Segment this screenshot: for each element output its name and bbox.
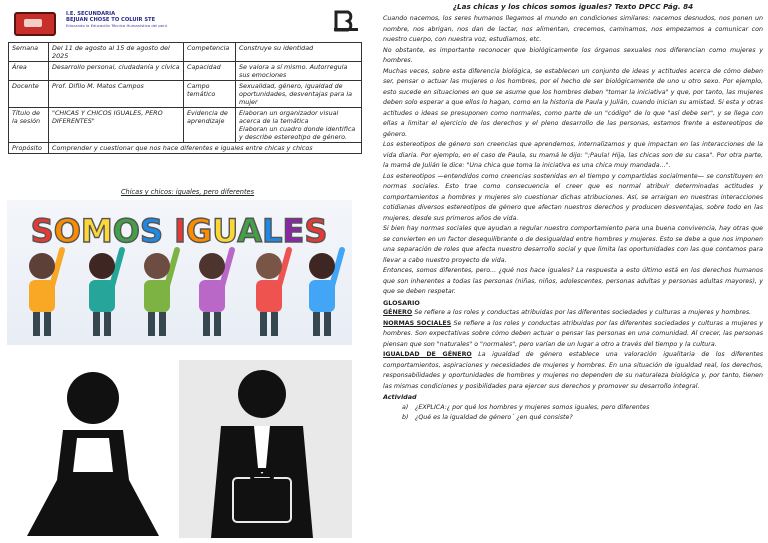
activity-list [383, 403, 763, 424]
titulo-label: Título de la sesión [9, 108, 49, 143]
paragraph: Los estereotipos de género son creencias que aprendemos, internalizamos y que impactan en las interacciones de la vida diaria. Por ejemplo, en el caso de Paula, su mamá le dijo: ";Paula! Hija, las chicas son de su casa". Por otra parte, la mamá de Julián le dice: "Una chica que toma la iniciativa es una chica muy mandada...". [383, 141, 763, 169]
paragraph: Los estereotipos —entendidos como creencias sostenidas en el tiempo y compartidas socialmente— se constituyen en normas sociales. Esto trae como consecuencia el creer que es normal atribuir determinadas actitudes y comportamientos a hombres y mujeres sin cuestionar dichas atribuciones. Así, se arraigan en nuestras interacciones cotidianas diversos estereotipos de género que afectan nuestros derechos y producen desventajas, sobre todo en las mujeres, desde sus primeros años de vida. [383, 172, 763, 222]
docente-label: Docente [9, 81, 49, 108]
competencia-label: Competencia [184, 43, 236, 62]
semana-label: Semana [9, 43, 49, 62]
capacidad-value: Se valora a sí mismo. Autorregula sus emociones [236, 62, 362, 81]
paragraph: No obstante, es importante reconocer que biológicamente los órganos sexuales nos diferencian como mujeres y hombres. [383, 46, 763, 64]
glossary-term: IGUALDAD DE GÉNERO [383, 351, 472, 358]
somos-iguales-text: SOMOS IGUALES [30, 212, 328, 250]
school-motto: Educando la Educación Técnica Humanística del perú [66, 23, 168, 28]
glossary-term: GÉNERO [383, 309, 413, 316]
glossary-definition: Se refiere a los roles y conductas atribuidas por las diferentes sociedades y culturas a mujeres y hombres. [412, 309, 752, 316]
right-column [383, 0, 763, 543]
glossary-entry [383, 319, 763, 351]
left-column [0, 0, 375, 543]
activity-heading: Actividad [383, 393, 417, 401]
list-item [402, 413, 763, 424]
glossary-definition: La igualdad de género establece una valoración igualitaria de los diferentes comportamientos, aspiraciones y necesidades de mujeres y hombres. En una situación de igualdad real, los derechos, responsabilidades y oportunidades de hombres y mujeres no dependen de su naturaleza biológica y, por tanto, tienen las mismas condiciones y posibilidades para ejercer sus derechos y promover su desarrollo integral. [383, 351, 763, 390]
lesson-plan-table [8, 42, 362, 154]
glossary-term: NORMAS SOCIALES [383, 319, 452, 327]
school-name [66, 11, 155, 23]
table-row [9, 108, 362, 143]
children-group [29, 250, 342, 336]
paragraph: Muchas veces, sobre esta diferencia biológica, se establecen un conjunto de ideas y actitudes acerca de cómo deben ser, pensar o actuar las mujeres o los hombres, por el hecho de ser biológicamente de uno u otro sexo. Por ejemplo, esto sucede en situaciones en que se asume que los hombres deben "tomar la iniciativa" y que, por tanto, las mujeres deben solo esperar a que ellos lo hagan, como en la historia de Paula y Julián, cuando inician su amistad. Si esta y otras actitudes o ideas se presuponen como normales, como parte de un "código" de lo que "así debe ser", y se llega con ellas a limitar el ejercicio de los derechos y el pleno desarrollo de las personas, estamos frente a estereotipos de género. [383, 67, 763, 138]
table-row [9, 143, 362, 154]
campo-label: Campo temático [184, 81, 236, 108]
table-row [9, 62, 362, 81]
capacidad-label: Capacidad [184, 62, 236, 81]
glossary-entry [383, 308, 763, 319]
question-marker: b) [402, 414, 409, 421]
reading-title: ¿Las chicas y los chicos somos iguales? Texto DPCC Pág. 84 [452, 2, 694, 11]
gender-silhouettes-illustration [7, 360, 352, 538]
docente-value: Prof. Difilo M. Matos Campos [49, 81, 184, 108]
table-row [9, 43, 362, 62]
child-figure [309, 250, 342, 336]
paragraph: Cuando nacemos, los seres humanos llegamos al mundo en condiciones similares: nacemos desnudos, nos ponen un nombre, nos abrigan, nos dan de lactar, nos alimentan, crecemos, caminamos, nos empezamos a comunicar con nuestro cuerpo, con nuestra voz, estudiamos, etc. [383, 15, 763, 43]
campo-value: Sexualidad, género, igualdad de oportunidades, desventajas para la mujer [236, 81, 362, 108]
child-figure [256, 250, 289, 336]
proposito-value: Comprender y cuestionar que nos hace diferentes e iguales entre chicas y chicos [49, 143, 362, 154]
evidencia-label: Evidencia de aprendizaje [184, 108, 236, 143]
question-text: ¿Qué es la igualdad de género´ ¿en qué consiste? [415, 414, 573, 421]
child-figure [29, 250, 62, 336]
glossary-definition: Se refiere a los roles y conductas atribuidas por las diferentes sociedades y culturas a mujeres y hombres. Son expectativas sobre cómo deben actuar o pensar las personas en una comunidad. Al crecer, las personas piensan que son "naturales" o "normales", pero varían de un lugar a otro a través del tiempo y la cultura. [383, 319, 763, 348]
area-label: Área [9, 62, 49, 81]
child-figure [199, 250, 232, 336]
proposito-label: Propósito [9, 143, 49, 154]
semana-value: Del 11 de agosto al 15 de agosto del 2025 [49, 43, 184, 62]
glossary-entry [383, 350, 763, 392]
evidencia-line-2: Elaboran un cuadro donde identifica y describe estereotipo de género. [239, 125, 356, 141]
child-figure [144, 250, 177, 336]
children-drawing [7, 200, 352, 345]
competencia-value: Construye su identidad [236, 43, 362, 62]
titulo-value: "CHICAS Y CHICOS IGUALES, PERO DIFERENTES" [49, 108, 184, 143]
school-logo [14, 12, 56, 36]
illustration-caption: Chicas y chicos: iguales, pero diferentes [120, 188, 255, 196]
silhouettes-drawing [7, 360, 352, 538]
institution-emblem [332, 10, 360, 32]
school-banner [6, 4, 368, 34]
list-item [402, 403, 763, 414]
evidencia-value [236, 108, 362, 143]
glossary-heading: GLOSARIO [383, 298, 420, 307]
paragraph: Si bien hay normas sociales que ayudan a regular nuestro comportamiento para una buena convivencia, hay otras que se convierten en un factor desequilibrante o de desigualdad entre hombres y mujeres. Esto se debe a que nos imponen una separación de roles que afecta nuestro desarrollo social y que limita las oportunidades con las que contamos para llevar a cabo nuestro proyecto de vida. [383, 225, 763, 264]
table-row [9, 81, 362, 108]
paragraph: Entonces, somos diferentes, pero... ¿qué nos hace iguales? La respuesta a esto último está en los derechos humanos que son inherentes a todas las personas (niñas, niños, adolescentes, personas adultas y personas adultas mayores), y que se deben respetar. [383, 267, 763, 295]
evidencia-line-1: Elaboran un organizador visual acerca de la temática [239, 109, 339, 125]
school-name-line-2: BEJUAN CHOSE TO COLUIR STE [66, 17, 156, 23]
question-marker: a) [402, 403, 409, 411]
school-name-line-1: I.E. SECUNDARIA [66, 11, 116, 17]
area-value: Desarrollo personal, ciudadanía y cívica [49, 62, 184, 81]
somos-iguales-illustration [7, 200, 352, 345]
child-figure [89, 250, 122, 336]
question-text: ¿EXPLICA:¿ por qué los hombres y mujeres somos iguales, pero diferentes [415, 403, 650, 411]
